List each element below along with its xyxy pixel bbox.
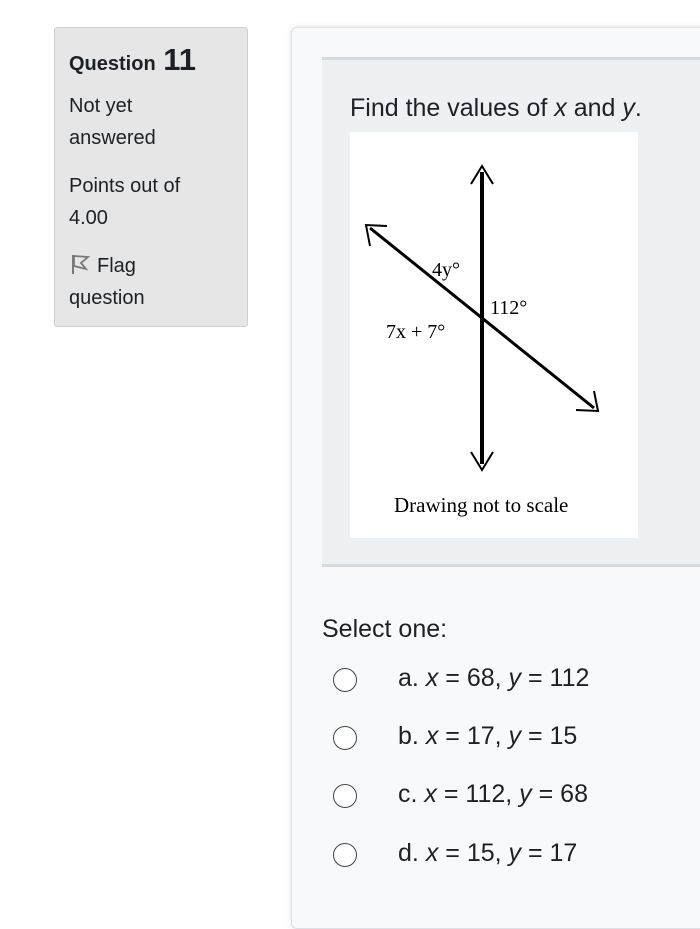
- option-c-label: c. x = 112, y = 68: [398, 780, 588, 808]
- radio-option-a[interactable]: [333, 668, 357, 692]
- radio-option-d[interactable]: [333, 843, 357, 867]
- question-grade: [69, 170, 233, 234]
- figure-caption: Drawing not to scale: [394, 493, 569, 517]
- flag-icon: [69, 253, 91, 275]
- option-b-label: b. x = 17, y = 15: [398, 722, 578, 750]
- option-a-label: a. x = 68, y = 112: [398, 664, 590, 692]
- flag-label-1: Flag: [97, 255, 136, 277]
- question-label: Question: [69, 53, 156, 75]
- select-one-prompt: Select one:: [322, 615, 448, 643]
- flag-label-2: question: [69, 287, 145, 309]
- angle-label-left: 7x + 7°: [386, 321, 446, 343]
- variable-x: x: [554, 94, 567, 122]
- question-number: [69, 44, 233, 80]
- question-number-value: 11: [163, 42, 197, 77]
- flag-question-link[interactable]: [69, 250, 233, 314]
- option-d-label: d. x = 15, y = 17: [398, 839, 578, 867]
- grade-line-1: Points out of: [69, 175, 181, 197]
- status-line-2: answered: [69, 127, 156, 149]
- angle-label-top: 4y°: [432, 259, 460, 281]
- grade-line-2: 4.00: [69, 207, 108, 229]
- angle-label-right: 112°: [490, 297, 528, 319]
- question-formulation: [322, 57, 700, 567]
- question-info-panel: [54, 27, 248, 327]
- transversal-arrow-upleft: [366, 225, 387, 246]
- status-line-1: Not yet: [69, 95, 133, 117]
- radio-option-c[interactable]: [333, 784, 357, 808]
- question-status: [69, 90, 233, 154]
- radio-option-b[interactable]: [333, 726, 357, 750]
- variable-y: y: [622, 94, 635, 122]
- question-figure: [350, 132, 638, 538]
- intersecting-lines-diagram: [350, 132, 638, 538]
- question-text: Find the values of x and y.: [350, 94, 642, 122]
